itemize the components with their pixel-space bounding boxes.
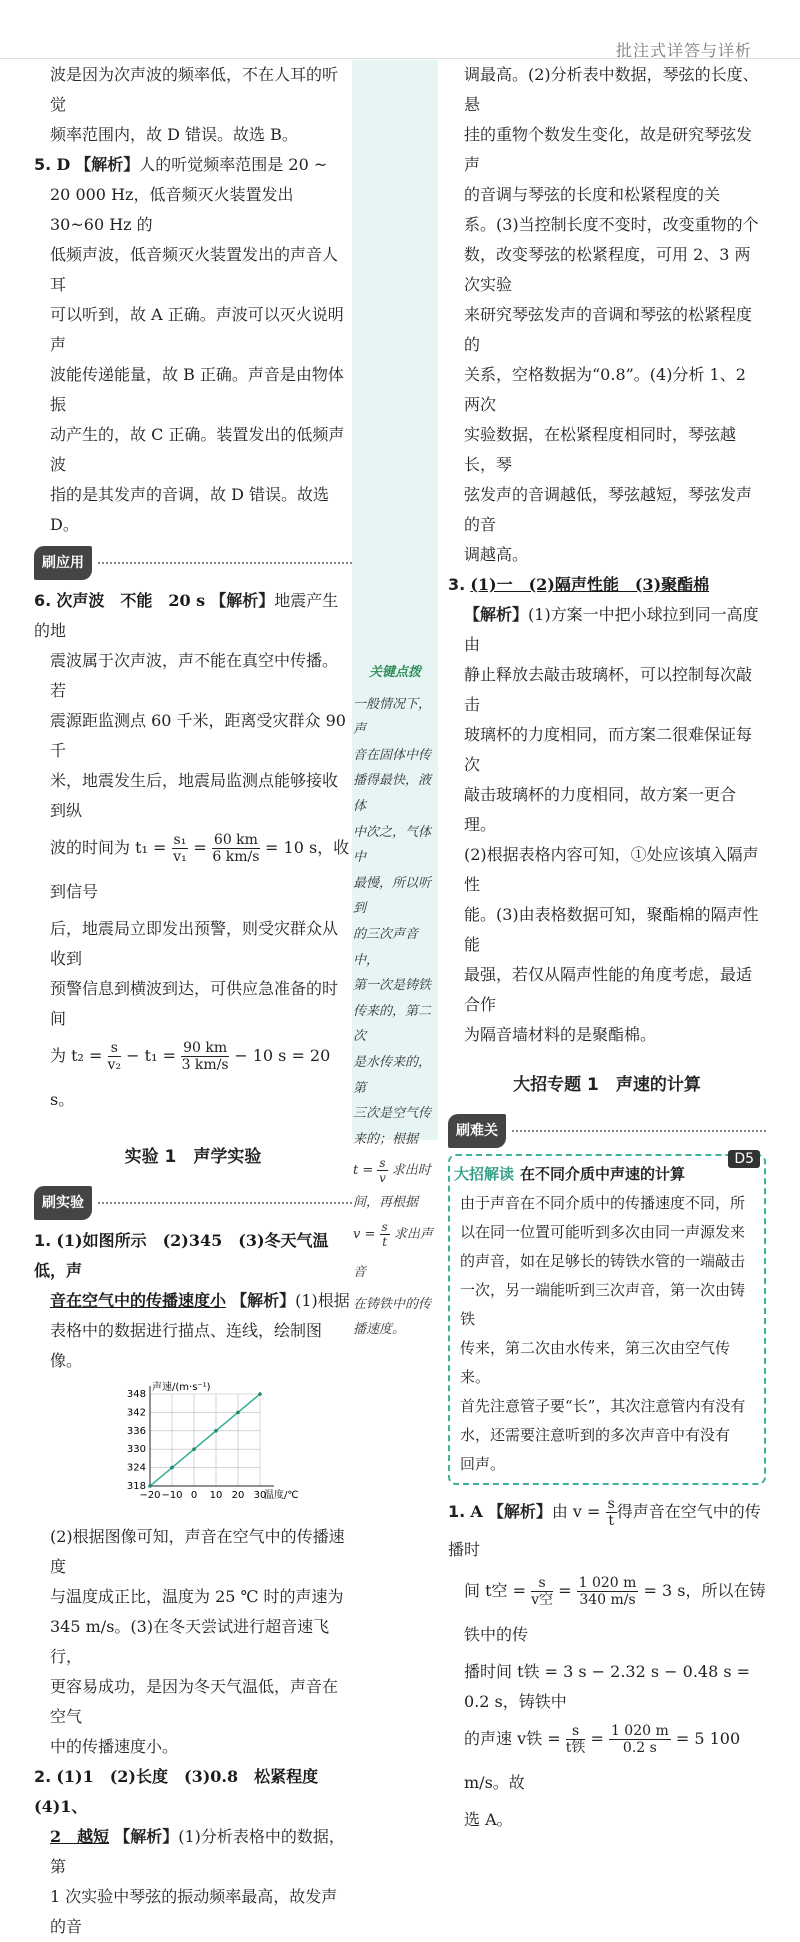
text-line: 选 A。 [464, 1810, 513, 1829]
numerator: s [607, 1496, 615, 1512]
text-line: 米，地震发生后，地震局监测点能够接收到纵 [50, 771, 339, 820]
analysis-tag: 【解析】 [210, 591, 275, 610]
header-title: 批注式详答与详析 [615, 41, 752, 60]
data-point [170, 1466, 174, 1470]
hard-question-1 [448, 1493, 766, 1569]
x-tick-label: 10 [209, 1490, 223, 1501]
tip-line: 的三次声音中， [353, 926, 419, 968]
text-line [448, 600, 766, 660]
key-tip-sidebar [353, 660, 437, 1343]
question-number: 2. [34, 1767, 52, 1786]
x-tick-label: 0 [190, 1490, 198, 1501]
x-tick-label: −20 [139, 1490, 161, 1501]
numerator: s [531, 1575, 553, 1592]
question-number: 3. [448, 575, 466, 594]
text-line: 中的传播速度小。 [50, 1737, 179, 1756]
box-line: 回声。 [460, 1455, 506, 1473]
denominator: 6 km/s [212, 849, 260, 865]
page-number: D5 [728, 1150, 760, 1168]
dotted-rule [98, 1202, 352, 1204]
text-line: 更容易成功，是因为冬天气温低，声音在空气 [50, 1677, 339, 1726]
denominator: v [379, 1171, 386, 1186]
text: (1)根据 [295, 1291, 350, 1310]
tip-line: 播得最快，液体 [353, 773, 432, 814]
denominator: v₂ [107, 1057, 122, 1073]
text: 求出时 [391, 1163, 431, 1179]
section-hard [448, 1114, 766, 1148]
text-line [34, 1286, 352, 1316]
numerator: s [566, 1723, 586, 1740]
text-line: 为隔音墙材料的是聚酯棉。 [464, 1025, 657, 1044]
text: v = [353, 1226, 376, 1242]
data-point [148, 1484, 152, 1488]
text: 的声速 v铁 = [464, 1729, 561, 1748]
question-5 [34, 150, 352, 180]
numerator: 1 020 m [578, 1575, 637, 1591]
analysis-tag: 【解析】 [231, 1291, 296, 1310]
text: 间 t空 = [464, 1581, 527, 1600]
box-line: 一次，另一端能听到三次声音，第一次由铸铁 [460, 1281, 746, 1328]
denominator: 340 m/s [579, 1592, 636, 1608]
x-axis-label: 温度/℃ [264, 1490, 299, 1501]
analysis-tag: 【解析】 [464, 605, 529, 624]
text: = 3 s，所以在铸铁中的传 [464, 1581, 766, 1644]
tip-line: 最慢，所以听到 [353, 875, 432, 917]
text-line: 表格中的数据进行描点、连线，绘制图像。 [50, 1321, 323, 1370]
text-line: 玻璃杯的力度相同，而方案二很难保证每次 [464, 725, 753, 774]
dotted-rule [98, 562, 352, 564]
denominator: 0.2 s [622, 1740, 657, 1756]
text: = 10 s，收到信号 [50, 838, 350, 901]
answer: 次声波 不能 20 s [56, 591, 206, 610]
denominator: v空 [531, 1592, 554, 1608]
text: 波的时间为 t₁ = [50, 838, 167, 857]
text-line: 敲击玻璃杯的力度相同，故方案一更合理。 [464, 785, 737, 834]
text-line: 播时间 t铁 = 3 s − 2.32 s − 0.48 s = 0.2 s，铸铁中 [464, 1662, 751, 1711]
y-axis-label: 声速/(m·s⁻¹) [152, 1382, 211, 1393]
data-point [192, 1447, 196, 1451]
text-line: (2)根据表格内容可知，①处应该填入隔声性 [464, 845, 759, 894]
fraction [172, 832, 189, 865]
tip-line: 中次之，气体中 [353, 824, 432, 866]
data-point [236, 1411, 240, 1415]
text-line: 实验数据，在松紧程度相同时，琴弦越长，琴 [464, 425, 737, 474]
tip-line: 三次是空气传 [353, 1106, 432, 1122]
method-label: 大招解读 [454, 1165, 515, 1183]
text: = [558, 1581, 572, 1600]
text: 得声音在空气中的传播时 [448, 1502, 761, 1559]
fraction [380, 1220, 390, 1249]
tip-line: 间，再根据 [353, 1195, 419, 1211]
right-column [448, 60, 766, 1835]
text: 地震产生的地 [34, 591, 339, 640]
text-line: 挂的重物个数发生变化，故是研究琴弦发声 [464, 125, 753, 174]
tip-line: 一般情况下，声 [353, 696, 432, 738]
formula-line [34, 1034, 352, 1122]
text-line: 波能传递能量，故 B 正确。声音是由物体振 [50, 365, 344, 414]
text: = [193, 838, 207, 857]
answer: A [470, 1502, 483, 1521]
y-tick-label: 342 [126, 1407, 146, 1419]
box-line: 首先注意管子要“长”，其次注意管内有没有 [460, 1397, 746, 1415]
text-line: 调最高。(2)分析表中数据，琴弦的长度、悬 [464, 65, 759, 114]
denominator: t [382, 1234, 388, 1249]
text-line: 指的是其发声的音调，故 D 错误。故选 D。 [50, 485, 330, 534]
numerator: 60 km [213, 832, 258, 848]
text: 求出声音 [353, 1226, 433, 1280]
box-line: 水，还需要注意听到的多次声音中有没有 [460, 1426, 731, 1444]
tip-line: 播速度。 [353, 1322, 406, 1338]
speed-temperature-chart [110, 1380, 299, 1508]
text-line: 关系，空格数据为“0.8”。(4)分析 1、2 两次 [464, 365, 746, 414]
fraction [577, 1575, 639, 1608]
denominator: v₁ [173, 849, 187, 865]
numerator: s [381, 1219, 388, 1234]
denominator: t [608, 1513, 614, 1529]
text: (1)方案一中把小球拉到同一高度由 [464, 605, 759, 654]
data-point [258, 1392, 262, 1396]
fraction [108, 1040, 122, 1073]
question-number: 1. [34, 1231, 52, 1250]
section-badge: 刷难关 [448, 1114, 506, 1148]
analysis-tag: 【解析】 [114, 1827, 179, 1846]
box-line: 传来，第二次由水传来，第三次由空气传来。 [460, 1339, 731, 1386]
text-line: 低频声波，低音频灭火装置发出的声音人耳 [50, 245, 339, 294]
exp-question-2 [34, 1762, 352, 1822]
numerator: 1 020 m [610, 1723, 669, 1739]
text-line: 可以听到，故 A 正确。声波可以灭火说明声 [50, 305, 344, 354]
text-line: 与温度成正比，温度为 25 ℃ 时的声速为 [50, 1587, 344, 1606]
text-line: 震源距监测点 60 千米，距离受灾群众 90 千 [50, 711, 346, 760]
answer: D [56, 155, 71, 174]
section-badge: 刷应用 [34, 546, 92, 580]
text-line: 数，改变琴弦的松紧程度，可用 2、3 两次实验 [464, 245, 751, 294]
x-tick-label: 20 [231, 1490, 245, 1501]
text-line: 最强，若仅从隔声性能的角度考虑，最适合作 [464, 965, 753, 1014]
text-line: 能。(3)由表格数据可知，聚酯棉的隔声性能 [464, 905, 759, 954]
text: − t₁ = [126, 1046, 176, 1065]
answer: (1)如图所示 (2)345 (3)冬天气温低，声 [34, 1231, 329, 1280]
box-line: 以在同一位置可能听到多次由同一声源发来 [460, 1223, 746, 1241]
text-line: (2)根据图像可知，声音在空气中的传播速度 [50, 1527, 345, 1576]
answer: 音在空气中的传播速度小 [50, 1291, 227, 1310]
text: = [590, 1729, 604, 1748]
y-tick-label: 336 [126, 1425, 146, 1437]
question-number: 1. [448, 1502, 466, 1521]
text-line: 波是因为次声波的频率低，不在人耳的听觉 [50, 65, 339, 114]
y-tick-label: 330 [126, 1444, 146, 1456]
data-point [214, 1429, 218, 1433]
tip-formula [353, 1152, 437, 1190]
fraction [609, 1723, 671, 1756]
tip-line: 是水传来的，第 [353, 1054, 432, 1096]
text-line: 频率范围内，故 D 错误。故选 B。 [50, 125, 298, 144]
experiment-title: 实验 1 声学实验 [124, 1147, 262, 1167]
text-line: 系。(3)当控制长度不变时，改变重物的个 [464, 215, 759, 234]
text-line: 1 次实验中琴弦的振动频率最高，故发声的音 [50, 1887, 338, 1936]
tip-line: 来的；根据 [353, 1131, 419, 1147]
text-line: 弦发声的音调越低，琴弦越短，琴弦发声的音 [464, 485, 753, 534]
text-line: 345 m/s。(3)在冬天尝试进行超音速飞行， [50, 1617, 330, 1666]
text-line: 调越高。 [464, 545, 529, 564]
numerator: s₁ [173, 832, 187, 848]
denominator: 3 km/s [181, 1057, 229, 1073]
numerator: s [108, 1040, 122, 1057]
text-line: 预警信息到横波到达，可供应急准备的时间 [50, 979, 339, 1028]
answer: 2 越短 [50, 1827, 110, 1846]
question-number: 6. [34, 591, 52, 610]
question-6 [34, 586, 352, 646]
y-tick-label: 348 [126, 1389, 146, 1400]
text: 由 v = [551, 1502, 601, 1521]
text-line: 静止释放去敲击玻璃杯，可以控制每次敲击 [464, 665, 753, 714]
left-column [34, 60, 352, 1942]
text-line: 后，地震局立即发出预警，则受灾群众从收到 [50, 919, 339, 968]
dotted-rule [512, 1130, 766, 1132]
page-header [0, 0, 800, 59]
fraction [212, 832, 260, 865]
section-experiment [34, 1186, 352, 1220]
x-tick-label: −10 [161, 1490, 183, 1501]
formula-line [448, 1717, 766, 1805]
method-box-header [454, 1160, 754, 1189]
formula-line [34, 826, 352, 914]
x-tick-label: 30 [253, 1490, 267, 1501]
tip-formula [353, 1216, 437, 1292]
box-line: 的声音，如在足够长的铸铁水管的一端敲击 [460, 1252, 746, 1270]
exp-question-1 [34, 1226, 352, 1286]
tip-line: 第一次是铸铁 [353, 978, 432, 994]
text: 人的听觉频率范围是 20 ~ [139, 155, 328, 174]
key-tip-label: 关键点拨 [368, 665, 421, 680]
text: = 5 100 m/s。故 [464, 1729, 741, 1792]
text-line: 震波属于次声波，声不能在真空中传播。若 [50, 651, 339, 700]
tip-line: 音在固体中传 [353, 747, 432, 763]
fraction [566, 1723, 586, 1756]
text: t = [353, 1163, 374, 1179]
method-topic: 在不同介质中声速的计算 [520, 1165, 686, 1183]
text-line: 的音调与琴弦的长度和松紧程度的关 [464, 185, 721, 204]
text-line: 来研究琴弦发声的音调和琴弦的松紧程度的 [464, 305, 753, 354]
numerator: s [379, 1156, 386, 1171]
text-line: 动产生的，故 C 正确。装置发出的低频声波 [50, 425, 345, 474]
question-number: 5. [34, 155, 52, 174]
analysis-tag: 【解析】 [487, 1502, 552, 1521]
section-apply [34, 546, 352, 580]
text-line: 20 000 Hz，低音频灭火装置发出 30~60 Hz 的 [50, 185, 294, 234]
formula-line [448, 1569, 766, 1657]
analysis-tag: 【解析】 [75, 155, 140, 174]
fraction [531, 1575, 553, 1608]
numerator: 90 km [183, 1040, 228, 1056]
answer: (1)一 (2)隔声性能 (3)聚酯棉 [470, 575, 710, 594]
text: − 10 s = 20 s。 [50, 1046, 331, 1109]
data-line [150, 1394, 260, 1486]
text: (1)分析表格中的数据，第 [50, 1827, 345, 1876]
y-tick-label: 324 [126, 1462, 146, 1474]
text: 为 t₂ = [50, 1046, 103, 1065]
question-3 [448, 570, 766, 600]
section-badge: 刷实验 [34, 1186, 92, 1220]
fraction [181, 1040, 229, 1073]
tip-line: 传来的，第二次 [353, 1003, 432, 1045]
box-line: 由于声音在不同介质中的传播速度不同，所 [460, 1194, 746, 1212]
fraction [377, 1156, 387, 1185]
topic-title: 大招专题 1 声速的计算 [513, 1075, 701, 1095]
text-line [34, 1822, 352, 1882]
tip-line: 在铸铁中的传 [353, 1296, 432, 1312]
denominator: t铁 [565, 1740, 586, 1756]
y-tick-label: 318 [126, 1481, 146, 1492]
fraction [606, 1496, 617, 1529]
answer: (1)1 (2)长度 (3)0.8 松紧程度 (4)1、 [34, 1767, 335, 1816]
method-box [448, 1154, 766, 1485]
